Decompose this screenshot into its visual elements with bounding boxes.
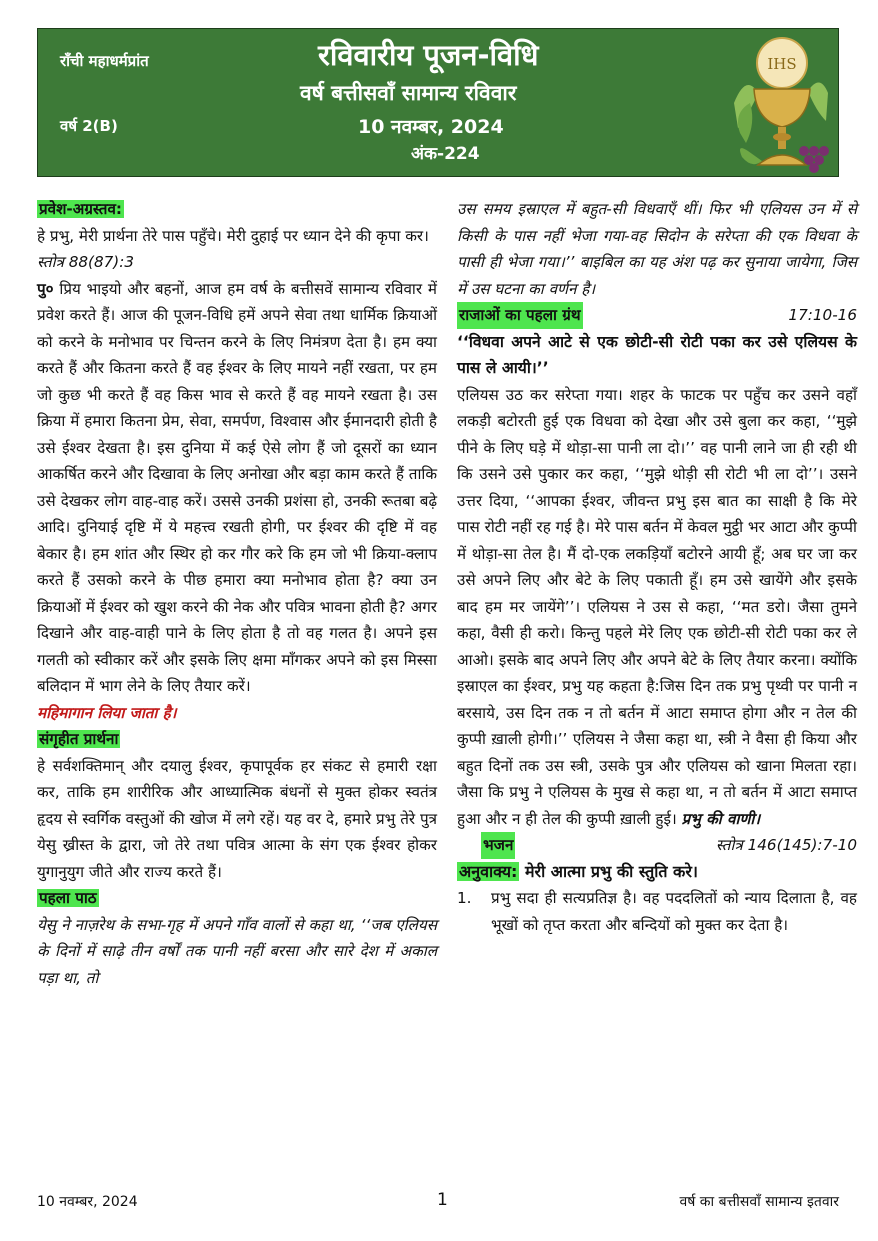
collect-text: हे सर्वशक्तिमान् और दयालु ईश्वर, कृपापूर्वक हर संकट से हमारी रक्षा कर, ताकि हम शारीरिक और आध्यात्मिक बंधनों से मुक्त होकर स्वतंत्र हृदय से स्वर्गिक वस्तुओं की खोज में लगे रहें। यह वर दे, हमारे प्रभु तेरे पुत्र येसु ख्रीस्त के द्वारा, जो तेरे तथा पवित्र आत्मा के संग एक ईश्वर होकर युगानुयुग जीते और राज्य करते हैं।: [37, 756, 437, 881]
psalm-ref: स्तोत्र 146(145):7-10: [715, 836, 857, 854]
page-number: 1: [437, 1190, 448, 1210]
chalice-host-icon: [728, 33, 836, 174]
archdiocese-name: राँची महाधर्मप्रांत: [60, 52, 149, 70]
issue-number: अंक-224: [411, 144, 480, 164]
entrance-antiphon-ref: स्तोत्र 88(87):3: [37, 253, 134, 271]
right-column: [457, 196, 857, 938]
response-text: मेरी आत्मा प्रभु की स्तुति करे।: [524, 861, 698, 881]
psalm-verse-1: [457, 885, 857, 938]
kings-quote: ‘‘विधवा अपने आटे से एक छोटी-सी रोटी पका कर उसे एलियस के पास ले आयी।’’: [457, 332, 857, 377]
response-label: अनुवाक्य:: [459, 861, 518, 881]
entrance-antiphon-text: हे प्रभु, मेरी प्रार्थना तेरे पास पहुँचे। मेरी दुहाई पर ध्यान देने की कृपा कर।: [37, 226, 429, 245]
kings-heading: राजाओं का पहला ग्रंथ: [457, 302, 583, 329]
intro-label: पु०: [37, 279, 54, 298]
verse-text: प्रभु सदा ही सत्यप्रतिज्ञ है। वह पददलितों को न्याय दिलाता है, वह भूखों को तृप्त करता और बन्दियों को मुक्त कर देता है।: [491, 889, 857, 934]
reading-intro-continued: उस समय इस्राएल में बहुत-सी विधवाएँ थीं। फिर भी एलियस उन में से किसी के पास नहीं भेजा गया-वह सिदोन के सरेप्ता की एक विधवा के पासी ही भेजा गया।’’ बाइबिल का यह अंश पढ़ कर सुनाया जायेगा, जिस में उस घटना का वर्णन है।: [457, 200, 857, 298]
entrance-antiphon-heading: प्रवेश-अग्रस्तव:: [39, 200, 122, 218]
kings-ref: 17:10-16: [788, 306, 857, 324]
first-reading-intro: येसु ने नाज़रेथ के सभा-गृह में अपने गाँव वालों से कहा था, ‘‘जब एलियस के दिनों में साढ़े तीन वर्षों तक पानी नहीं बरसा और सारे देश में अकाल पड़ा था, तो: [37, 915, 437, 987]
footer-date: 10 नवम्बर, 2024: [37, 1194, 138, 1210]
host-ihs-text: IHS: [767, 55, 797, 73]
sunday-subtitle: वर्ष बत्तीसवाँ सामान्य रविवार: [300, 81, 517, 105]
psalm-heading: भजन: [481, 832, 515, 859]
header-date: 10 नवम्बर, 2024: [358, 116, 504, 138]
liturgical-year: वर्ष 2(B): [60, 117, 118, 135]
left-column: [37, 196, 437, 991]
intro-text: प्रिय भाइयो और बहनों, आज हम वर्ष के बत्तीसवें सामान्य रविवार में प्रवेश करते हैं। आज की पूजन-विधि हमें अपने सेवा तथा धार्मिक क्रियाओं को करने के मनोभाव पर चिन्तन करने के लिए निमंत्रण देता है। हम क्या करते हैं और कितना करते हैं वह ईश्वर के लिए मायने नहीं रखता, पर हम जो कुछ भी करते हैं वह किस भाव से करते हैं वह मायने रखता है। उस क्रिया में हमारा कितना प्रेम, सेवा, समर्पण, विश्वास और ईमानदारी होती है उसे ईश्वर देखता है। इस दुनिया में कई ऐसे लोग हैं जो दूसरों का ध्यान आकर्षित करने और दिखावा के लिए अनोखा और बड़ा काम करते हैं ताकि उसे देखकर लोग वाह-वाह करें। उससे उनकी प्रशंसा हो, उनकी रूतबा बढ़े आदि। दुनियाई दृष्टि में ये महत्त्व रखती होगी, पर ईश्वर की दृष्टि में वह बेकार है। हम शांत और स्थिर हो कर गौर करे कि हम जो भी क्रिया-क्लाप करते हैं उसको करने के पीछ हमारा क्या मनोभाव होता है? क्या उन क्रियाओं में ईश्वर को खुश करने की नेक और पवित्र भावना होती है? अगर दिखाने और वाह-वाही पाने के लिए होता है तो वह गलत है। अपने इस गलती को स्वीकार करें और इसके लिए क्षमा माँगकर अपने को इस मिस्सा बलिदान में भाग लेने के लिए तैयार करें।: [37, 279, 438, 695]
page-footer: [37, 1190, 839, 1214]
gloria-note: महिमागान लिया जाता है।: [37, 703, 177, 722]
first-reading-heading: पहला पाठ: [39, 889, 97, 907]
page-title: रविवारीय पूजन-विधि: [318, 38, 539, 72]
verse-number: 1.: [457, 889, 472, 907]
footer-title: वर्ष का बत्तीसवाँ सामान्य इतवार: [679, 1194, 839, 1210]
masthead: [37, 28, 839, 177]
word-of-lord: प्रभु की वाणी।: [681, 809, 761, 828]
collect-heading: संगृहीत प्रार्थना: [39, 730, 119, 748]
kings-text: एलियस उठ कर सरेप्ता गया। शहर के फाटक पर पहुँच कर उसने वहाँ लकड़ी बटोरती हुई एक विधवा को देखा और उसे बुला कर कहा, ‘‘मुझे पीने के लिए घड़े में थोड़ा-सा पानी ला दो।’’ वह पानी लाने जा ही रही थी कि उसने उसे पुकार कर कहा, ‘‘मुझे थोड़ी सी रोटी भी ला दो’’। उसने उत्तर दिया, ‘‘आपका ईश्वर, जीवन्त प्रभु इस बात का साक्षी है कि मेरे पास रोटी नहीं रह गई है। मेरे पास बर्तन में केवल मुट्ठी भर आटा और कुप्पी में थोड़ा-सा तेल है। मैं दो-एक लकड़ियाँ बटोरने आयी हूँ; अब घर जा कर उसे अपने लिए और बेटे के लिए पकाती हूँ। हम उसे खायेंगे और इसके बाद हम मर जायेंगे’’। एलियस ने उस से कहा, ‘‘मत डरो। जैसा तुमने कहा, वैसी ही करो। किन्तु पहले मेरे लिए एक छोटी-सी रोटी पका कर ले आओ। इसके बाद अपने लिए और अपने बेटे के लिए तैयार करना। क्योंकि इस्राएल का ईश्वर, प्रभु यह कहता है:जिस दिन तक प्रभु पृथ्वी पर पानी न बरसाये, उस दिन तक न तो बर्तन में आटा समाप्त होगा और न तेल की कुप्पी ख़ाली होगी।’’ एलियस ने जैसा कहा था, स्त्री ने वैसा ही किया और बहुत दिनों तक उस स्त्री, उसके पुत्र और एलियस को खाना मिलता रहा। जैसा कि प्रभु ने एलियस के मुख से कहा था, न तो बर्तन में आटा समाप्त हुआ और न ही तेल की कुप्पी ख़ाली हुई।: [457, 385, 857, 828]
